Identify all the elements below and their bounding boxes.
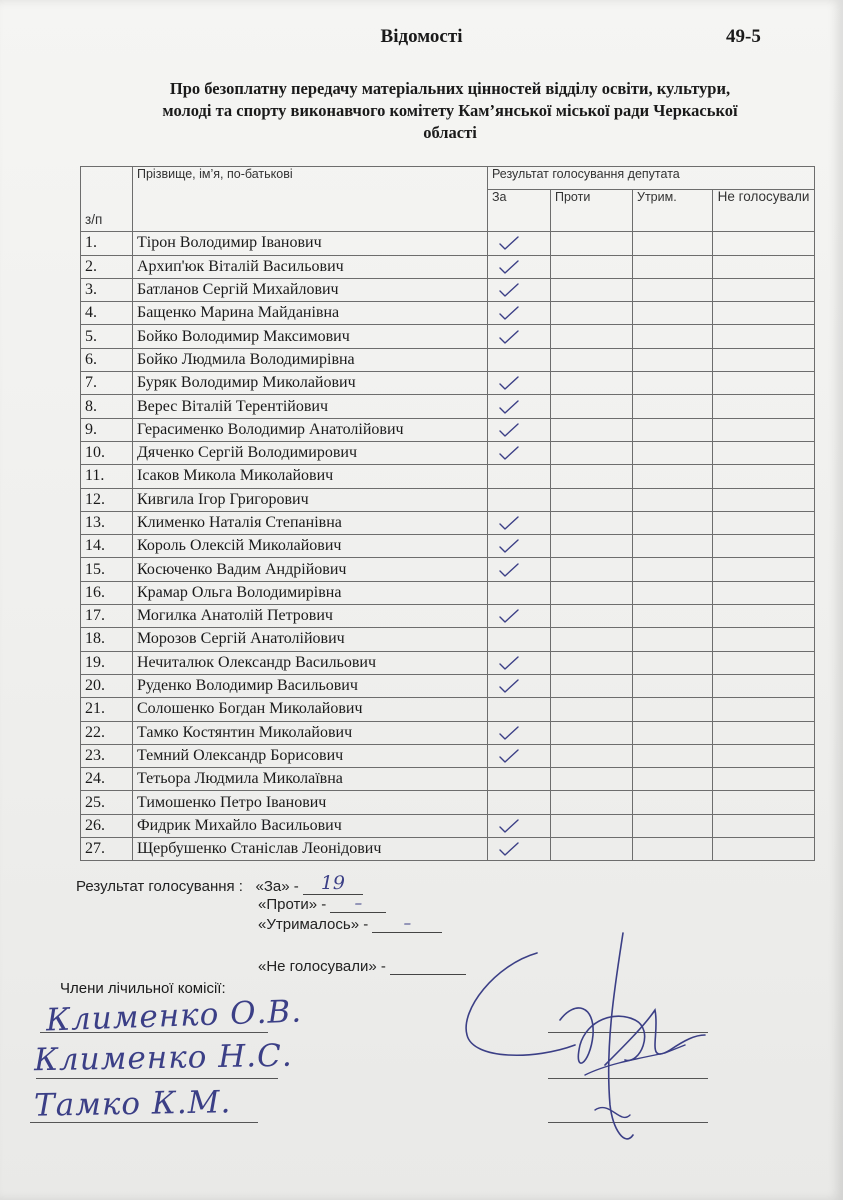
row-vote-for [488,721,551,744]
summary-for-value: 19 [303,872,363,895]
row-number: 10. [81,441,133,464]
row-vote-against [551,441,633,464]
summary-abstain-label: «Утрималось» - [258,916,369,933]
checkmark-icon [498,305,520,321]
row-vote-for [488,674,551,697]
row-deputy-name: Тамко Костянтин Миколайович [133,721,488,744]
row-vote-for [488,581,551,604]
summary-for-label: «За» - [255,878,299,895]
table-row [81,418,815,441]
checkmark-icon [498,515,520,531]
checkmark-icon [498,445,520,461]
subtitle-line: молоді та спорту виконавчого комітету Кам’янської міської ради Черкаської [162,101,738,120]
row-vote-not-voted [713,721,815,744]
row-vote-for [488,628,551,651]
summary-abstain-row [258,914,442,933]
row-vote-for [488,325,551,348]
checkmark-icon [498,329,520,345]
row-vote-for [488,278,551,301]
row-vote-abstain [633,721,713,744]
row-vote-not-voted [713,651,815,674]
row-vote-for [488,348,551,371]
checkmark-icon [498,818,520,834]
table-row [81,581,815,604]
row-vote-against [551,605,633,628]
row-vote-not-voted [713,488,815,511]
table-row [81,348,815,371]
row-vote-against [551,698,633,721]
row-vote-for [488,465,551,488]
commission-member-1: Клименко О.В. [45,993,303,1039]
row-vote-not-voted [713,628,815,651]
row-vote-not-voted [713,278,815,301]
row-number: 4. [81,302,133,325]
checkmark-icon [498,841,520,857]
table-row [81,325,815,348]
row-number: 19. [81,651,133,674]
row-number: 6. [81,348,133,371]
row-number: 18. [81,628,133,651]
row-vote-against [551,558,633,581]
row-vote-not-voted [713,744,815,767]
row-vote-for [488,605,551,628]
summary-notvoted-label: «Не голосували» - [258,958,386,975]
row-vote-for [488,698,551,721]
row-vote-for [488,511,551,534]
row-vote-abstain [633,744,713,767]
row-number: 5. [81,325,133,348]
row-vote-abstain [633,651,713,674]
row-vote-not-voted [713,465,815,488]
row-vote-abstain [633,232,713,255]
row-number: 9. [81,418,133,441]
row-vote-for [488,418,551,441]
row-vote-not-voted [713,302,815,325]
checkmark-icon [498,235,520,251]
table-row [81,302,815,325]
row-vote-not-voted [713,768,815,791]
row-deputy-name: Клименко Наталія Степанівна [133,511,488,534]
summary-notvoted-row [258,958,466,975]
row-vote-abstain [633,581,713,604]
table-row [81,395,815,418]
row-vote-against [551,465,633,488]
summary-result-row [76,872,363,895]
row-vote-abstain [633,768,713,791]
row-vote-against [551,232,633,255]
row-deputy-name: Буряк Володимир Миколайович [133,372,488,395]
row-vote-abstain [633,674,713,697]
row-vote-abstain [633,302,713,325]
row-vote-not-voted [713,441,815,464]
row-deputy-name: Архип'юк Віталій Васильович [133,255,488,278]
checkmark-icon [498,608,520,624]
row-vote-for [488,535,551,558]
checkmark-icon [498,562,520,578]
row-vote-abstain [633,465,713,488]
row-vote-abstain [633,535,713,558]
row-vote-for [488,302,551,325]
row-vote-abstain [633,511,713,534]
row-vote-for [488,558,551,581]
header-result: Результат голосування депутата [488,167,815,190]
row-number: 25. [81,791,133,814]
checkmark-icon [498,748,520,764]
row-vote-against [551,511,633,534]
row-vote-for [488,744,551,767]
row-deputy-name: Ісаков Микола Миколайович [133,465,488,488]
header-abstain: Утрим. [633,190,713,232]
table-row [81,465,815,488]
row-vote-not-voted [713,581,815,604]
row-deputy-name: Солошенко Богдан Миколайович [133,698,488,721]
header-name: Прізвище, ім’я, по-батькові [133,167,488,232]
checkmark-icon [498,399,520,415]
header-against: Проти [551,190,633,232]
row-vote-for [488,441,551,464]
row-vote-abstain [633,605,713,628]
row-deputy-name: Бойко Володимир Максимович [133,325,488,348]
row-number: 15. [81,558,133,581]
table-row [81,814,815,837]
header-number: з/п [81,167,133,232]
row-deputy-name: Косюченко Вадим Андрійович [133,558,488,581]
row-vote-not-voted [713,558,815,581]
table-row [81,488,815,511]
row-deputy-name: Тетьора Людмила Миколаївна [133,768,488,791]
document-number: 49-5 [726,26,761,47]
row-vote-not-voted [713,418,815,441]
row-vote-abstain [633,791,713,814]
row-number: 23. [81,744,133,767]
row-deputy-name: Кивгила Ігор Григорович [133,488,488,511]
row-vote-for [488,488,551,511]
row-vote-against [551,628,633,651]
row-vote-abstain [633,395,713,418]
row-vote-abstain [633,698,713,721]
table-row [81,838,815,861]
row-vote-not-voted [713,605,815,628]
row-deputy-name: Тірон Володимир Іванович [133,232,488,255]
row-vote-not-voted [713,395,815,418]
row-vote-not-voted [713,232,815,255]
row-vote-against [551,744,633,767]
row-deputy-name: Батланов Сергій Михайлович [133,278,488,301]
table-row [81,511,815,534]
row-number: 20. [81,674,133,697]
row-number: 22. [81,721,133,744]
row-number: 7. [81,372,133,395]
row-vote-for [488,814,551,837]
row-number: 1. [81,232,133,255]
row-deputy-name: Темний Олександр Борисович [133,744,488,767]
row-vote-not-voted [713,814,815,837]
row-vote-against [551,488,633,511]
table-row [81,791,815,814]
row-vote-not-voted [713,698,815,721]
row-vote-against [551,721,633,744]
table-row [81,698,815,721]
row-number: 8. [81,395,133,418]
subtitle-line: області [423,123,477,142]
row-number: 3. [81,278,133,301]
row-vote-for [488,232,551,255]
table-row [81,558,815,581]
row-number: 12. [81,488,133,511]
row-vote-abstain [633,372,713,395]
row-vote-abstain [633,628,713,651]
row-deputy-name: Фидрик Михайло Васильович [133,814,488,837]
row-vote-abstain [633,838,713,861]
document-subtitle [90,78,810,144]
checkmark-icon [498,422,520,438]
checkmark-icon [498,678,520,694]
voting-table-body [81,232,815,861]
row-number: 26. [81,814,133,837]
row-deputy-name: Руденко Володимир Васильович [133,674,488,697]
summary-abstain-value: – [372,914,442,933]
member-line [40,1032,268,1033]
row-vote-against [551,255,633,278]
table-row [81,232,815,255]
commission-member-3: Тамко К.М. [33,1084,232,1124]
row-deputy-name: Нечиталюк Олександр Васильович [133,651,488,674]
row-vote-against [551,325,633,348]
table-row [81,721,815,744]
row-number: 2. [81,255,133,278]
row-vote-abstain [633,325,713,348]
row-vote-against [551,302,633,325]
document-title: Відомості [380,26,463,47]
row-vote-abstain [633,441,713,464]
row-vote-abstain [633,558,713,581]
table-row [81,255,815,278]
chairman-signature [455,925,725,1155]
row-vote-against [551,372,633,395]
row-vote-abstain [633,255,713,278]
row-vote-not-voted [713,674,815,697]
checkmark-icon [498,282,520,298]
row-number: 11. [81,465,133,488]
summary-against-label: «Проти» - [258,896,327,913]
voting-table [80,166,815,861]
row-vote-against [551,348,633,371]
row-vote-abstain [633,278,713,301]
row-deputy-name: Тимошенко Петро Іванович [133,791,488,814]
row-vote-not-voted [713,372,815,395]
row-deputy-name: Король Олексій Миколайович [133,535,488,558]
row-deputy-name: Бащенко Марина Майданівна [133,302,488,325]
table-row [81,674,815,697]
header-not-voted: Не голосували [713,190,815,232]
table-row [81,372,815,395]
row-deputy-name: Крамар Ольга Володимирівна [133,581,488,604]
row-vote-against [551,395,633,418]
row-number: 14. [81,535,133,558]
commission-member-2: Клименко Н.С. [33,1037,293,1079]
member-line [30,1122,258,1123]
row-vote-for [488,255,551,278]
checkmark-icon [498,375,520,391]
row-number: 16. [81,581,133,604]
checkmark-icon [498,538,520,554]
row-vote-not-voted [713,348,815,371]
checkmark-icon [498,655,520,671]
table-row [81,605,815,628]
summary-against-value: – [330,894,386,913]
row-vote-for [488,395,551,418]
table-row [81,441,815,464]
row-vote-for [488,838,551,861]
row-number: 17. [81,605,133,628]
row-vote-not-voted [713,511,815,534]
row-vote-not-voted [713,325,815,348]
row-vote-for [488,791,551,814]
row-vote-abstain [633,814,713,837]
row-number: 24. [81,768,133,791]
row-number: 21. [81,698,133,721]
checkmark-icon [498,725,520,741]
header-for: За [488,190,551,232]
row-deputy-name: Морозов Сергій Анатолійович [133,628,488,651]
table-row [81,744,815,767]
row-vote-against [551,674,633,697]
row-vote-against [551,418,633,441]
row-vote-abstain [633,488,713,511]
row-vote-not-voted [713,535,815,558]
row-vote-for [488,651,551,674]
row-vote-not-voted [713,838,815,861]
table-row [81,278,815,301]
row-vote-against [551,535,633,558]
row-number: 13. [81,511,133,534]
member-line [36,1078,278,1079]
table-row [81,628,815,651]
subtitle-line: Про безоплатну передачу матеріальних цінностей відділу освіти, культури, [169,79,731,98]
row-vote-against [551,814,633,837]
row-deputy-name: Бойко Людмила Володимирівна [133,348,488,371]
row-deputy-name: Щербушенко Станіслав Леонідович [133,838,488,861]
row-vote-for [488,768,551,791]
row-vote-against [551,278,633,301]
row-deputy-name: Верес Віталій Терентійович [133,395,488,418]
summary-result-label: Результат голосування : [76,878,243,895]
table-row [81,535,815,558]
table-row [81,651,815,674]
row-vote-against [551,651,633,674]
row-vote-against [551,768,633,791]
row-vote-against [551,791,633,814]
summary-against-row [258,894,386,913]
row-vote-for [488,372,551,395]
table-row [81,768,815,791]
row-number: 27. [81,838,133,861]
row-vote-against [551,838,633,861]
row-vote-not-voted [713,255,815,278]
row-vote-against [551,581,633,604]
row-deputy-name: Могилка Анатолій Петрович [133,605,488,628]
row-deputy-name: Дяченко Сергій Володимирович [133,441,488,464]
checkmark-icon [498,259,520,275]
row-vote-abstain [633,418,713,441]
row-deputy-name: Герасименко Володимир Анатолійович [133,418,488,441]
row-vote-abstain [633,348,713,371]
commission-label: Члени лічильної комісії: [60,980,226,997]
row-vote-not-voted [713,791,815,814]
